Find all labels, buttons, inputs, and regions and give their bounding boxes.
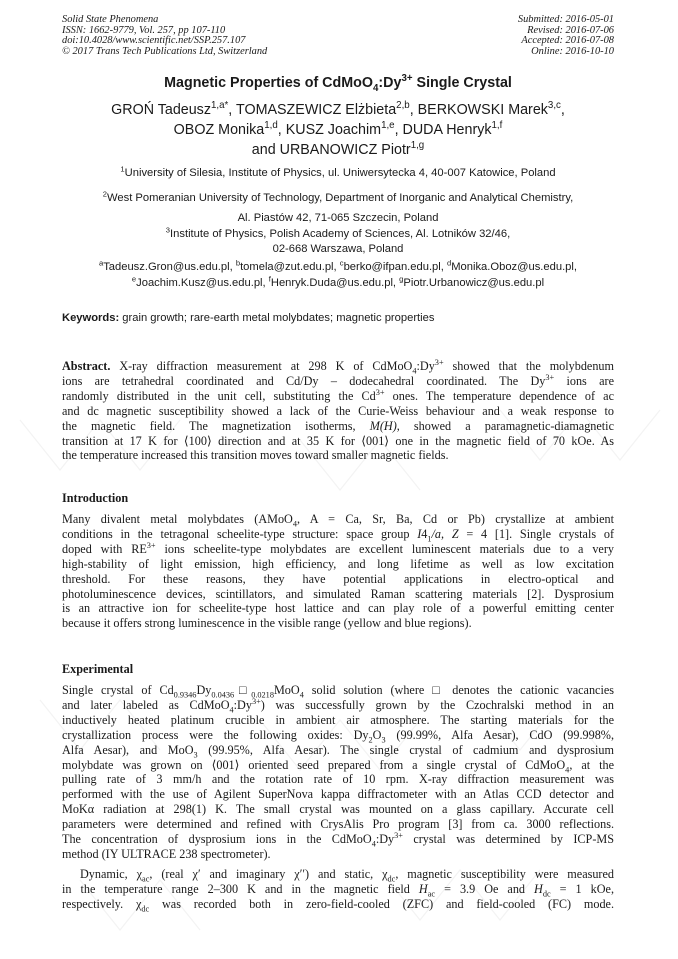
text-run: ones. The temperature dependence of ac (384, 388, 615, 403)
affiliation-number: 3 (165, 225, 171, 235)
superscript: 3+ (146, 540, 156, 550)
exp-line: inductively heated platinum crucible in ambient air atmosphere. The starting materials for the (62, 712, 614, 727)
email-link[interactable]: Piotr.Urbanowicz@us.edu.pl (403, 276, 545, 289)
text-run: conditions in the tetragonal scheelite-type structure: space group (62, 526, 418, 541)
exp-line: method (IY ULTRACE 238 spectrometer). (62, 846, 271, 861)
text-run: showed that the molybdenum (443, 359, 615, 373)
abstract-line (62, 374, 614, 389)
subscript: 4 (299, 690, 304, 700)
superscript: 3+ (375, 387, 385, 397)
revised-date: Revised: 2016-07-06 (527, 24, 614, 36)
text-run: Many divalent metal molybdates (AMoO (62, 512, 293, 526)
author-name: , DUDA Henryk (394, 122, 492, 138)
email-list (62, 260, 614, 291)
text-run: and later labeled as CdMoO (62, 697, 230, 712)
exp-line: pulling rate of 3 mm/h and the rotation rate of 10 rpm. X-ray diffraction measurement was (62, 772, 614, 787)
author-affil-mark: 1,f (491, 120, 503, 132)
email-mark: c (339, 258, 344, 268)
text-run: ions are tetrahedral coordinated and Cd/Dy – dodecahedral coordinated. The Dy (62, 373, 546, 388)
journal-info (62, 15, 267, 57)
dyn-line (62, 882, 614, 897)
math-var: /a (431, 526, 442, 541)
text-run: ) was successfully grown by the Czochralski method in an (260, 697, 614, 712)
doi[interactable]: doi:10.4028/www.scientific.net/SSP.257.107 (62, 35, 246, 47)
abstract-label: Abstract. (62, 359, 111, 373)
text-run: in the temperature range 2–300 K and in the magnetic field (62, 881, 419, 896)
subscript: 4 (565, 764, 570, 774)
introduction-paragraph (62, 512, 614, 631)
affiliation-number: 2 (102, 189, 108, 199)
exp-line (62, 698, 614, 713)
intro-line: threshold. For these reasons, they have potential applications in electro-optical and (62, 571, 614, 586)
exp-line (62, 683, 614, 698)
subscript: 0.9346 (173, 690, 197, 700)
intro-line (62, 542, 614, 557)
author-affil-mark: 1,d (264, 120, 278, 132)
subscript: 4 (229, 705, 234, 715)
text-run: O (372, 727, 382, 742)
intro-line: is an attractive ion for scheelite-type host lattice and can play role of a powerful emitting center (62, 601, 614, 616)
text-run: :Dy (416, 359, 435, 373)
exp-line (62, 743, 614, 758)
text-run: (99.99%, Alfa Aesar), CdO (99.998%, (385, 727, 614, 742)
math-var: H (534, 881, 543, 896)
author-list (62, 100, 614, 160)
section-heading-introduction: Introduction (62, 491, 129, 505)
math-var: , Z (441, 526, 459, 541)
email-line (62, 260, 614, 276)
text-run: = 4 [1]. Single crystals of (458, 526, 614, 541)
text-run: ions are (554, 373, 614, 388)
submission-dates (518, 15, 614, 57)
affiliation-text: University of Silesia, Institute of Physics, ul. Uniwersytecka 4, 40-007 Katowice, Poland (124, 167, 556, 179)
exp-line (62, 832, 614, 847)
subscript: 4 (412, 366, 417, 376)
intro-line: photoluminescence devices, scintillators, and simulated Raman scattering materials [2]. Dysprosium (62, 586, 614, 601)
copyright: © 2017 Trans Tech Publications Ltd, Switzerland (62, 45, 268, 57)
abstract (62, 359, 614, 463)
subscript: ac (142, 874, 150, 884)
affiliation-text: 02-668 Warszawa, Poland (272, 243, 404, 255)
title-subscript: 4 (373, 82, 379, 94)
affiliation-2-address (62, 211, 614, 226)
intro-line (62, 512, 614, 527)
text-run: , showed a paramagnetic-diamagnetic (396, 418, 614, 433)
subscript: 4 (292, 519, 297, 529)
title-text: Single Crystal (412, 75, 512, 91)
superscript: 3+ (434, 357, 444, 367)
paper-title (62, 73, 614, 94)
text-run: = 3.9 Oe and (435, 881, 535, 896)
math-var: M(H) (369, 418, 397, 433)
abstract-line: transition at 17 K for ⟨100⟩ direction and at 35 K for ⟨001⟩ one in the magnetic field of 70 kOe. As (62, 433, 614, 448)
author-separator: , (560, 102, 565, 118)
title-text: :Dy (378, 75, 402, 91)
subscript: 1 (427, 534, 432, 544)
online-date: Online: 2016-10-10 (531, 45, 614, 57)
author-name: OBOZ Monika (173, 122, 265, 138)
text-run: doped with RE (62, 541, 147, 556)
author-affil-mark: 1,a* (210, 100, 229, 112)
abstract-line: the temperature increased this transition moves toward smaller magnetic fields. (62, 448, 449, 463)
experimental-paragraph (62, 683, 614, 862)
abstract-line: and dc magnetic susceptibility showed a lack of the Curie-Weiss behaviour and a weak response to (62, 403, 614, 418)
vacancy-symbol: □ (234, 683, 252, 697)
affiliation-2 (62, 191, 614, 206)
text-run: crystal was determined by ICP-MS (402, 832, 614, 847)
text-run: respectively. χ (62, 896, 142, 911)
text-run: MoO (273, 683, 300, 697)
text-run: solid solution (where □ denotes the cationic vacancies (303, 683, 614, 697)
math-var: I (417, 526, 422, 541)
text-run: Dynamic, χ (80, 867, 143, 881)
subscript: 3 (381, 735, 386, 745)
abstract-line (62, 419, 614, 434)
keywords-label: Keywords: (62, 312, 120, 324)
author-name: , BERKOWSKI Marek (409, 102, 548, 118)
author-name: and URBANOWICZ Piotr (251, 142, 411, 158)
text-run: , (real χ′ and imaginary χ′′) and static, χ (149, 867, 388, 881)
text-run: , at the (569, 757, 614, 772)
author-line (62, 140, 614, 160)
abstract-line (62, 359, 614, 374)
text-run: molybdate was grown on ⟨001⟩ oriented seed prepared from a single crystal of CdMoO (62, 757, 566, 772)
subscript: 0.0436 (211, 690, 235, 700)
affiliation-3 (62, 227, 614, 242)
email-link[interactable]: tomela@zut.edu.pl, (240, 261, 340, 273)
author-line (62, 120, 614, 140)
dyn-line (62, 867, 614, 882)
email-link[interactable]: Joachim.Kusz@us.edu.pl, (136, 276, 269, 289)
text-run: :Dy (233, 697, 252, 712)
email-line (62, 273, 614, 292)
text-run: 4 (421, 526, 428, 541)
journal-name: Solid State Phenomena (62, 14, 159, 25)
dynamic-paragraph (62, 867, 614, 912)
intro-line: high-stability of light emission, high efficiency, and long lifetime as well as low excitation (62, 556, 614, 571)
text-run: was recorded both in zero-field-cooled (ZFC) and field-cooled (FC) mode. (149, 896, 614, 911)
superscript: 3+ (251, 696, 261, 706)
email-link[interactable]: Tadeusz.Gron@us.edu.pl, (103, 261, 236, 273)
subscript: ac (427, 889, 436, 899)
email-link[interactable]: berko@ifpan.edu.pl, (343, 261, 447, 273)
math-var: H (418, 881, 428, 896)
author-affil-mark: 3,c (547, 100, 561, 112)
email-mark: e (131, 273, 137, 283)
title-text: Magnetic Properties of CdMoO (164, 75, 374, 91)
author-line (62, 100, 614, 120)
affiliation-1 (62, 166, 614, 181)
text-run: Alfa Aesar), and MoO (62, 742, 194, 757)
exp-line: MoKα radiation at 298(1) K. The small crystal was mounted on a glass capillary. Accurate cell (62, 802, 614, 817)
submitted-date: Submitted: 2016-05-01 (517, 14, 614, 25)
keywords-text: grain growth; rare-earth metal molybdates; magnetic properties (119, 312, 435, 324)
author-affil-mark: 1,e (381, 120, 395, 132)
text-run: Dy (196, 683, 212, 697)
text-run: , magnetic susceptibility were measured (395, 867, 614, 881)
text-run: ions scheelite-type molybdates are excellent luminescent materials due to a very (155, 541, 614, 556)
subscript: 2 (368, 735, 373, 745)
subscript: dc (542, 889, 551, 899)
affiliation-text: Al. Piastów 42, 71-065 Szczecin, Poland (237, 212, 439, 224)
email-link[interactable]: Henryk.Duda@us.edu.pl, (270, 276, 400, 289)
exp-line: parameters were determined and refined with CrysAlis Pro program [3] from ca. 3000 reflections. (62, 817, 614, 832)
superscript: 3+ (545, 372, 555, 382)
affiliation-number: 1 (120, 164, 125, 174)
dyn-line (62, 897, 614, 912)
subscript: dc (141, 904, 150, 914)
text-run: crystallization process were the following oxides: Dy (62, 727, 369, 742)
email-mark: g (399, 273, 404, 283)
email-mark: f (268, 273, 271, 283)
text-run: the magnetic field. The magnetization isotherms, (62, 418, 370, 433)
abstract-line (62, 389, 614, 404)
intro-line: because it offers strong luminescence in the visible range (yellow and blue regions). (62, 616, 472, 631)
intro-line (62, 527, 614, 542)
issn: ISSN: 1662-9779, Vol. 257, pp 107-110 (62, 24, 226, 36)
subscript: 4 (371, 839, 376, 849)
title-superscript: 3+ (401, 73, 413, 85)
exp-line (62, 758, 614, 773)
subscript: 0.0218 (251, 690, 274, 700)
superscript: 3+ (394, 831, 403, 840)
text-run: Single crystal of Cd (62, 683, 174, 697)
text-run: X-ray diffraction measurement at 298 K of CdMoO (110, 359, 413, 373)
section-heading-experimental: Experimental (62, 662, 134, 676)
affiliation-3-address (62, 242, 614, 257)
text-run: :Dy (375, 832, 395, 847)
text-run: = 1 kOe, (550, 881, 614, 896)
text-run: The concentration of dysprosium ions in the CdMoO (62, 832, 372, 847)
author-name: , TOMASZEWICZ Elżbieta (228, 102, 397, 118)
affiliation-text: West Pomeranian University of Technology, Department of Inorganic and Analytical Chemistry, (107, 192, 574, 204)
exp-line (62, 728, 614, 743)
subscript: dc (387, 874, 396, 884)
email-link[interactable]: Monika.Oboz@us.edu.pl, (451, 261, 578, 273)
author-affil-mark: 1,g (410, 140, 425, 152)
email-mark: a (98, 258, 104, 268)
text-run: , A = Ca, Sr, Ba, Cd or Pb) crystallize at ambient (297, 512, 614, 526)
subscript: 3 (193, 750, 198, 760)
affiliation-text: Institute of Physics, Polish Academy of Sciences, Al. Lotników 32/46, (170, 228, 511, 240)
email-mark: b (235, 258, 241, 268)
keywords (62, 312, 434, 324)
email-mark: d (446, 258, 452, 268)
accepted-date: Accepted: 2016-07-08 (521, 35, 614, 47)
text-run: (99.95%, Alfa Aesar). The single crystal of cadmium and dysprosium (197, 742, 614, 757)
exp-line: performed with the use of Agilent SuperNova kappa diffractometer with an Atlas CCD detector and (62, 787, 614, 802)
author-name: , KUSZ Joachim (277, 122, 382, 138)
author-affil-mark: 2,b (396, 100, 410, 112)
author-name: GROŃ Tadeusz (111, 102, 211, 118)
text-run: randomly distributed in the unit cell, substituting the Cd (62, 388, 376, 403)
